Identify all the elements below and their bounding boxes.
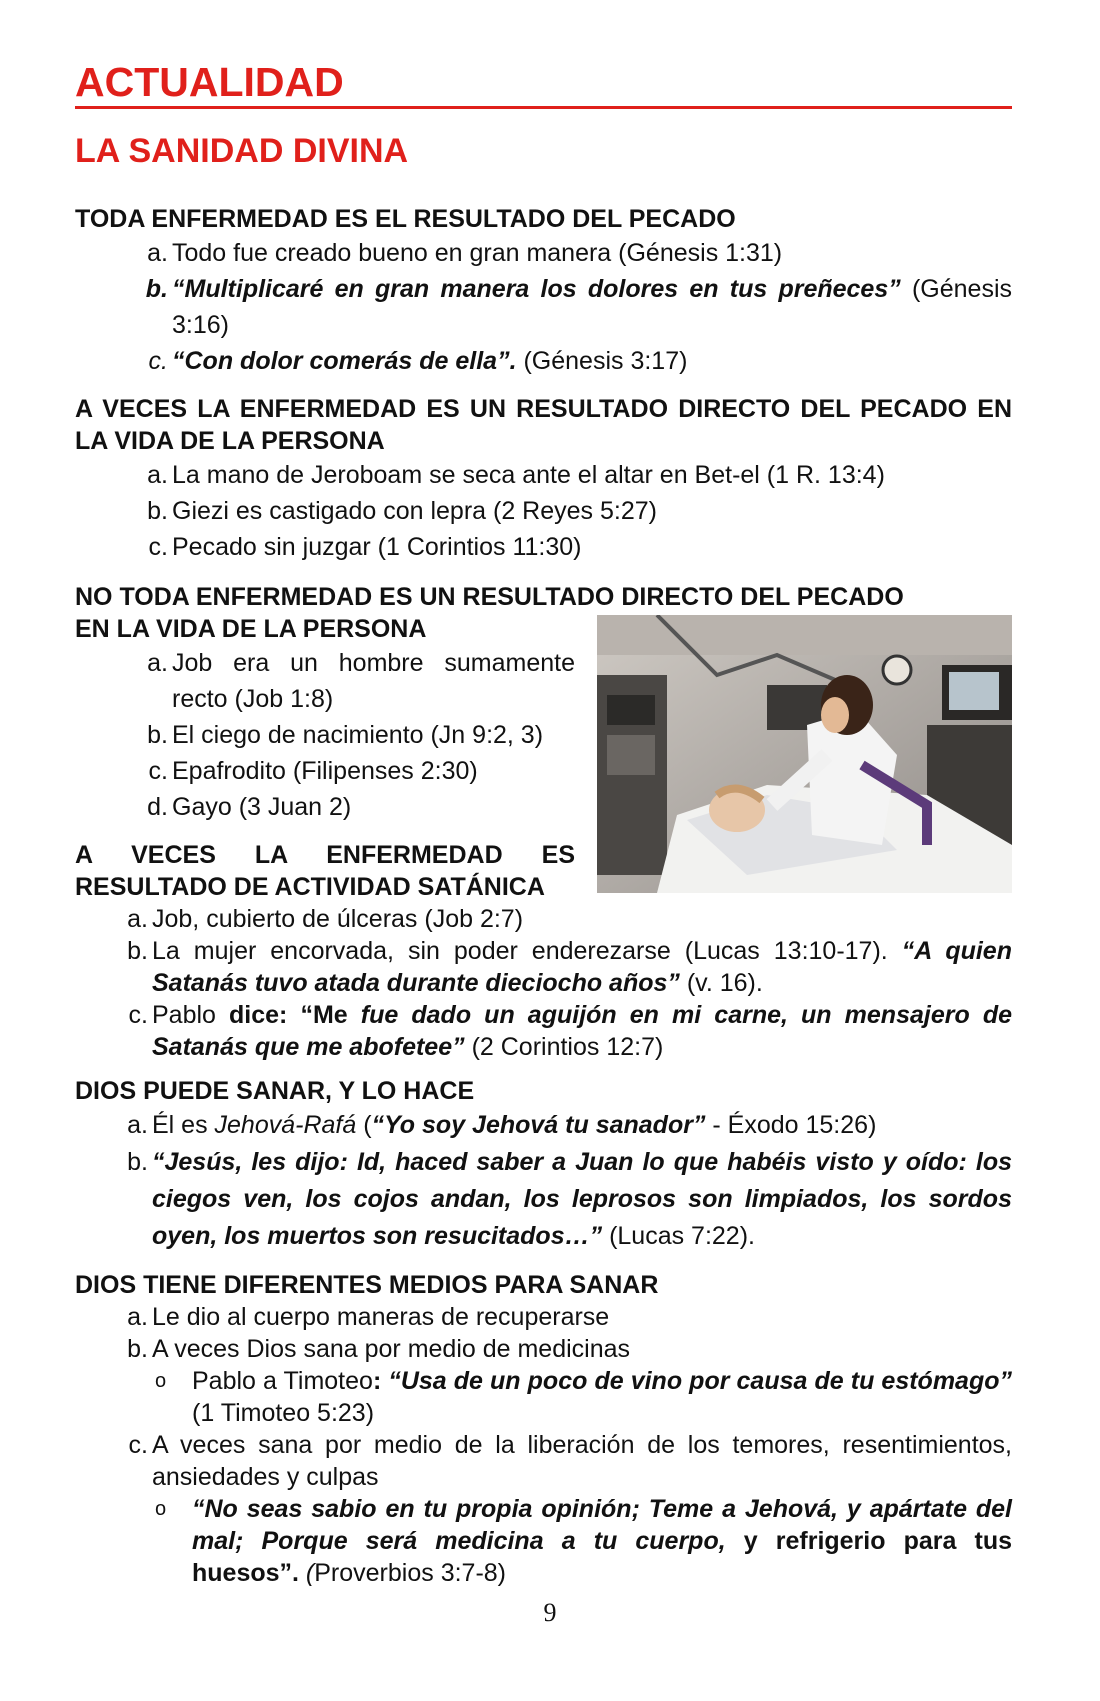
list-item: c. A veces sana por medio de la liberación de los temores, resentimientos, ansiedades y culpas xyxy=(128,1431,1012,1491)
list-item: b. La mujer encorvada, sin poder enderezarse (Lucas 13:10-17). “A quien Satanás tuvo atada durante dieciocho años” (v. 16). xyxy=(127,937,1012,997)
section-5 xyxy=(75,1075,1012,1255)
list-item: c. “Con dolor comerás de ella”. (Génesis 3:17) xyxy=(148,347,688,375)
section-1 xyxy=(75,203,1012,379)
list-item: a. La mano de Jeroboam se seca ante el altar en Bet-el (1 R. 13:4) xyxy=(147,461,885,489)
section-heading: TODA ENFERMEDAD ES EL RESULTADO DEL PECADO xyxy=(75,205,736,233)
section-2 xyxy=(75,393,1012,565)
section-4 xyxy=(75,903,1012,1063)
list-item: b. “Jesús, les dijo: Id, haced saber a Juan lo que habéis visto y oído: los ciegos ven, los cojos andan, los leprosos son limpiados, los sordos oyen, los muertos son resucitados…” (Lucas 7:22). xyxy=(127,1148,1012,1250)
list-item: c. Pablo dice: “Me fue dado un aguijón en mi carne, un mensajero de Satanás que me abofetee” (2 Corintios 12:7) xyxy=(128,1001,1012,1061)
sub-list-item: o “No seas sabio en tu propia opinión; Teme a Jehová, y apártate del mal; Porque será medicina a tu cuerpo, y refrigerio para tus huesos”. (Proverbios 3:7-8) xyxy=(155,1495,1012,1587)
section-heading: DIOS PUEDE SANAR, Y LO HACE xyxy=(75,1077,475,1105)
list-item: b. A veces Dios sana por medio de medicinas xyxy=(127,1335,631,1363)
section-6 xyxy=(75,1269,1012,1589)
list-item: a. Job era un hombre sumamente recto (Job 1:8) xyxy=(147,649,575,713)
section-heading-cont: EN LA VIDA DE LA PERSONA xyxy=(75,615,427,643)
list-item: c. Epafrodito (Filipenses 2:30) xyxy=(148,757,478,785)
section-heading: A VECES LA ENFERMEDAD ES RESULTADO DE ACTIVIDAD SATÁNICA xyxy=(75,841,575,901)
list-item: a. Todo fue creado bueno en gran manera (Génesis 1:31) xyxy=(147,239,783,267)
page-title: LA SANIDAD DIVINA xyxy=(75,132,409,170)
sub-list-item: o Pablo a Timoteo: “Usa de un poco de vino por causa de tu estómago” (1 Timoteo 5:23) xyxy=(155,1367,1012,1427)
section-heading: DIOS TIENE DIFERENTES MEDIOS PARA SANAR xyxy=(75,1271,659,1299)
section-label: ACTUALIDAD xyxy=(75,58,1012,109)
hospital-photo xyxy=(597,615,1012,893)
section-heading: NO TODA ENFERMEDAD ES UN RESULTADO DIRECTO DEL PECADO xyxy=(75,583,904,611)
list-item: d. Gayo (3 Juan 2) xyxy=(147,793,352,821)
list-item: b. El ciego de nacimiento (Jn 9:2, 3) xyxy=(147,721,544,749)
list-item: a. Él es Jehová-Rafá (“Yo soy Jehová tu sanador” - Éxodo 15:26) xyxy=(127,1111,877,1139)
document-page xyxy=(75,58,1012,1589)
list-item: b. Giezi es castigado con lepra (2 Reyes 5:27) xyxy=(147,497,657,525)
list-item: c. Pecado sin juzgar (1 Corintios 11:30) xyxy=(148,533,582,561)
section-3 xyxy=(75,581,1012,903)
page-number: 9 xyxy=(543,1598,557,1627)
section-heading: A VECES LA ENFERMEDAD ES UN RESULTADO DIRECTO DEL PECADO EN LA VIDA DE LA PERSONA xyxy=(75,395,1012,455)
list-item: a. Job, cubierto de úlceras (Job 2:7) xyxy=(127,905,524,933)
list-item: b. “Multiplicaré en gran manera los dolores en tus preñeces” (Génesis 3:16) xyxy=(145,275,1013,339)
list-item: a. Le dio al cuerpo maneras de recuperarse xyxy=(127,1303,610,1331)
